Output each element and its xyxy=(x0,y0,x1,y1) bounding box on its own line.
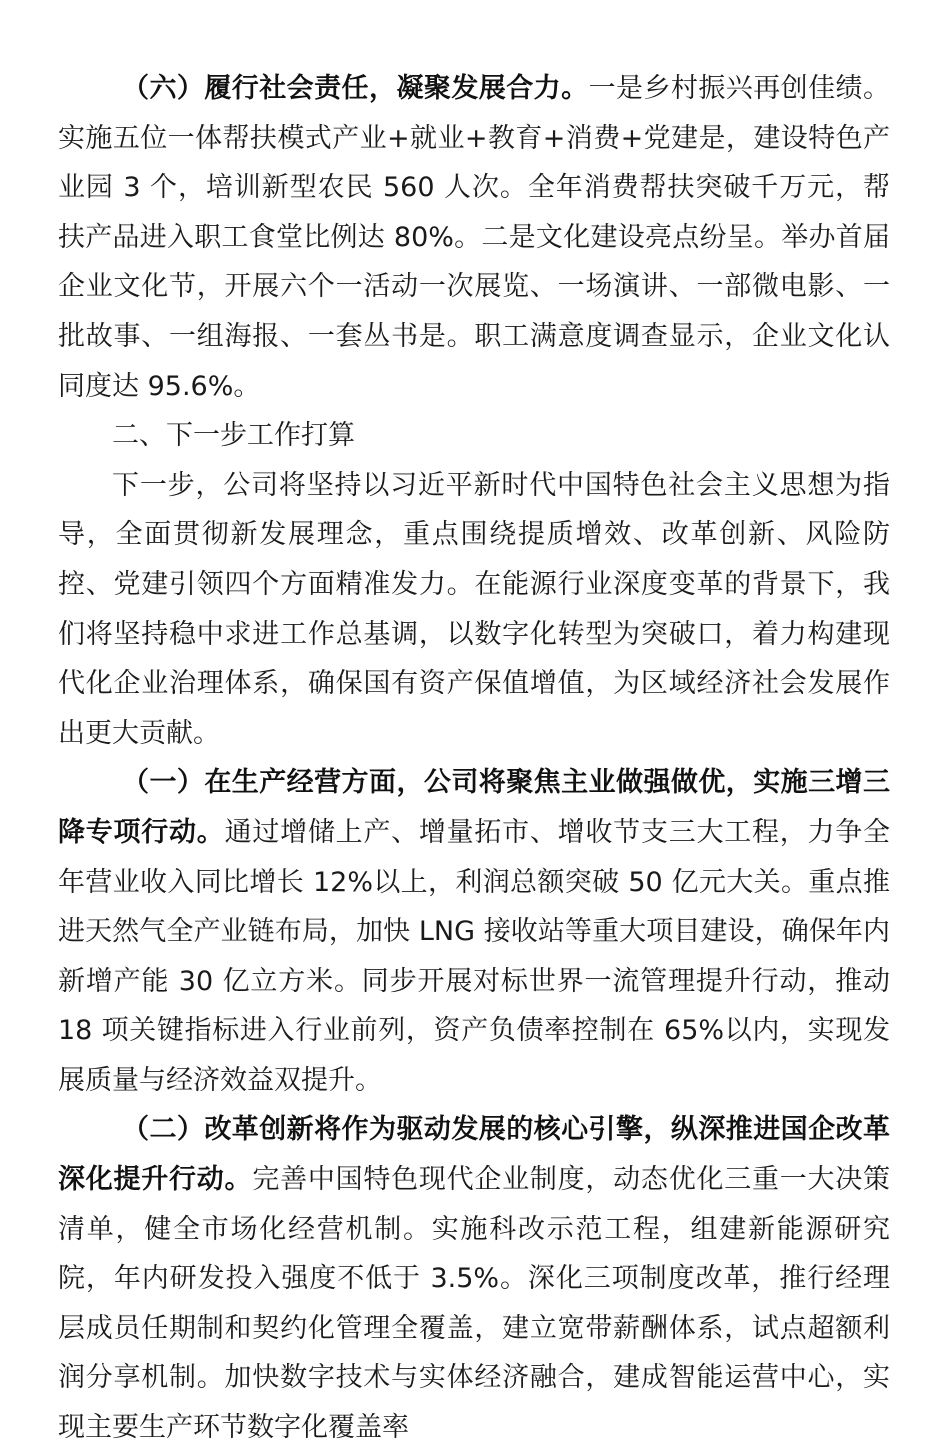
heading-production-operations: （一）在生产经营方面，公司将聚焦主业做强做优，实施三增三降专项行动。 xyxy=(58,767,890,848)
text-social-responsibility: 一是乡村振兴再创佳绩。实施五位一体帮扶模式产业+就业+教育+消费+党建是，建设特色产业园 3 个，培训新型农民 560 人次。全年消费帮扶突破千万元，帮扶产品进入职工食堂比例达 80%。二是文化建设亮点纷呈。举办首届企业文化节，开展六个一活动一次展览、一场演讲、一部微电影、一批故事、一组海报、一套丛书是。职工满意度调查显示，企业文化认同度达 95.6%。 xyxy=(58,73,891,402)
text-reform-innovation: 完善中国特色现代企业制度，动态优化三重一大决策清单，健全市场化经营机制。实施科改示范工程，组建新能源研究院，年内研发投入强度不低于 3.5%。深化三项制度改革，推行经理层成员任期制和契约化管理全覆盖，建立宽带薪酬体系，试点超额利润分享机制。加快数字技术与实体经济融合，建成智能运营中心，实现主要生产环节数字化覆盖率 xyxy=(58,1164,891,1444)
text-next-steps-intro: 下一步，公司将坚持以习近平新时代中国特色社会主义思想为指导，全面贯彻新发展理念，重点围绕提质增效、改革创新、风险防控、党建引领四个方面精准发力。在能源行业深度变革的背景下，我们将坚持稳中求进工作总基调，以数字化转型为突破口，着力构建现代化企业治理体系，确保国有资产保值增值，为区域经济社会发展作出更大贡献。 xyxy=(58,469,890,749)
paragraph-next-steps-intro xyxy=(58,461,890,759)
paragraph-production-operations xyxy=(58,758,890,1105)
document-body xyxy=(58,64,890,1453)
heading-social-responsibility: （六）履行社会责任，凝聚发展合力。 xyxy=(122,73,589,104)
paragraph-reform-innovation xyxy=(58,1105,890,1452)
section-heading-next-steps xyxy=(58,411,890,461)
heading-reform-innovation: （二）改革创新将作为驱动发展的核心引擎，纵深推进国企改革深化提升行动。 xyxy=(58,1114,890,1196)
paragraph-social-responsibility xyxy=(58,64,890,411)
text-next-steps-heading: 二、下一步工作打算 xyxy=(112,420,355,452)
text-production-operations: 通过增储上产、增量拓市、增收节支三大工程，力争全年营业收入同比增长 12%以上，利润总额突破 50 亿元大关。重点推进天然气全产业链布局，加快 LNG 接收站等重大项目建设，确保年内新增产能 30 亿立方米。同步开展对标世界一流管理提升行动，推动 18 项关键指标进入行业前列，资产负债率控制在 65%以内，实现发展质量与经济效益双提升。 xyxy=(58,816,891,1096)
